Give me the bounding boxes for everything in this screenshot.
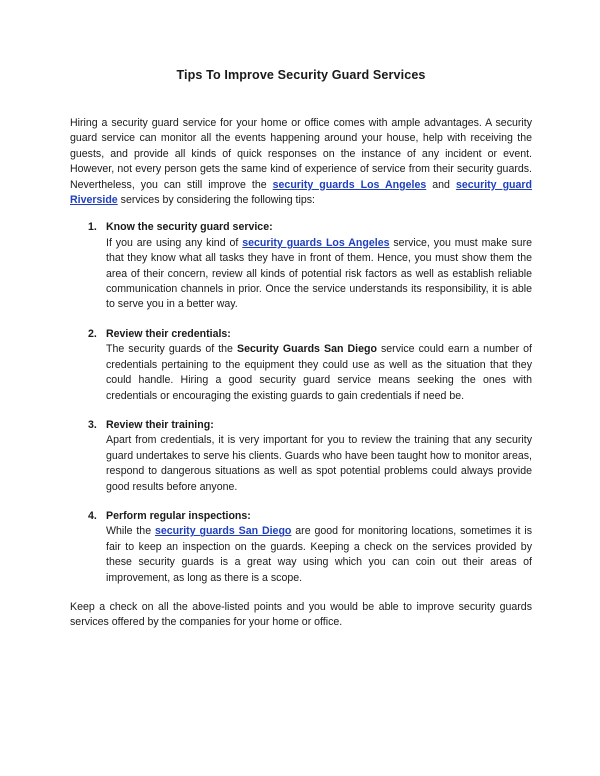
- bold-term-security-guards-san-diego: Security Guards San Diego: [237, 343, 377, 356]
- list-item-title: Know the security guard service:: [106, 221, 273, 234]
- tips-list: [70, 220, 532, 586]
- body-text: service, you must make sure that they know what all tasks they have in front of them. Hence, you must show them the area of their concern, review all kinds of potential risk factors as well as establish reliable communication channels in prior. Once the service understands its responsibility, it is able to serve you in a better way.: [106, 236, 532, 311]
- list-item-body: [106, 342, 532, 404]
- intro-text-1: Hiring a security guard service for your home or office comes with ample advantages. A security guard service can monitor all the events happening around your house, help with receiving the guests, and provide all kinds of quick responses on the instance of any incident or event. However, not every person gets the same kind of experience of service from their security guards. Nevertheless, you can still improve the: [70, 117, 532, 191]
- intro-text-2: and: [426, 178, 456, 191]
- list-item-title: Review their credentials:: [106, 327, 231, 340]
- link-security-guards-san-diego[interactable]: security guards San Diego: [154, 525, 292, 538]
- link-security-guards-los-angeles[interactable]: security guards Los Angeles: [272, 178, 427, 191]
- list-item-body: Apart from credentials, it is very important for you to review the training that any security guard undertakes to serve his clients. Guards who have been taught how to monitor areas, respond to dangerous situations as well as spot potential problems could always provide good results before anyone.: [106, 434, 532, 493]
- list-number: 2.: [88, 327, 97, 340]
- list-number: 4.: [88, 509, 97, 522]
- intro-paragraph: [70, 116, 532, 208]
- list-number: 3.: [88, 418, 97, 431]
- list-item: [70, 327, 532, 404]
- list-item: [70, 509, 532, 586]
- list-item-body: [106, 236, 532, 313]
- list-item: [70, 220, 532, 312]
- body-text: service could earn a number of credentials pertaining to the equipment they could use as well as the situation that they could handle. Hiring a good security guard service means seeking the ones with credentials or encouraging the existing guards to gain credentials if need be.: [106, 343, 532, 402]
- body-text: While the: [106, 525, 155, 538]
- closing-paragraph: Keep a check on all the above-listed points and you would be able to improve security guards services offered by the companies for your home or office.: [70, 600, 532, 629]
- body-text: The security guards of the: [106, 343, 237, 356]
- link-security-guards-los-angeles-2[interactable]: security guards Los Angeles: [242, 236, 390, 249]
- intro-text-3: services by considering the following tips:: [117, 194, 315, 207]
- list-item-body: [106, 524, 532, 586]
- list-item-title: Review their training:: [106, 418, 214, 431]
- page-title: Tips To Improve Security Guard Services: [176, 68, 426, 82]
- link-security-guard-riverside[interactable]: security guard Riverside: [70, 178, 532, 207]
- list-item-title: Perform regular inspections:: [106, 509, 251, 522]
- list-item: [70, 418, 532, 495]
- body-text: are good for monitoring locations, sometimes it is fair to keep an inspection on the guards. Keeping a check on the services provided by these security guards is a great way using which you can coin out their areas of improvement, as long as there is a scope.: [106, 525, 533, 584]
- list-number: 1.: [88, 221, 97, 234]
- body-text: If you are using any kind of: [106, 236, 243, 249]
